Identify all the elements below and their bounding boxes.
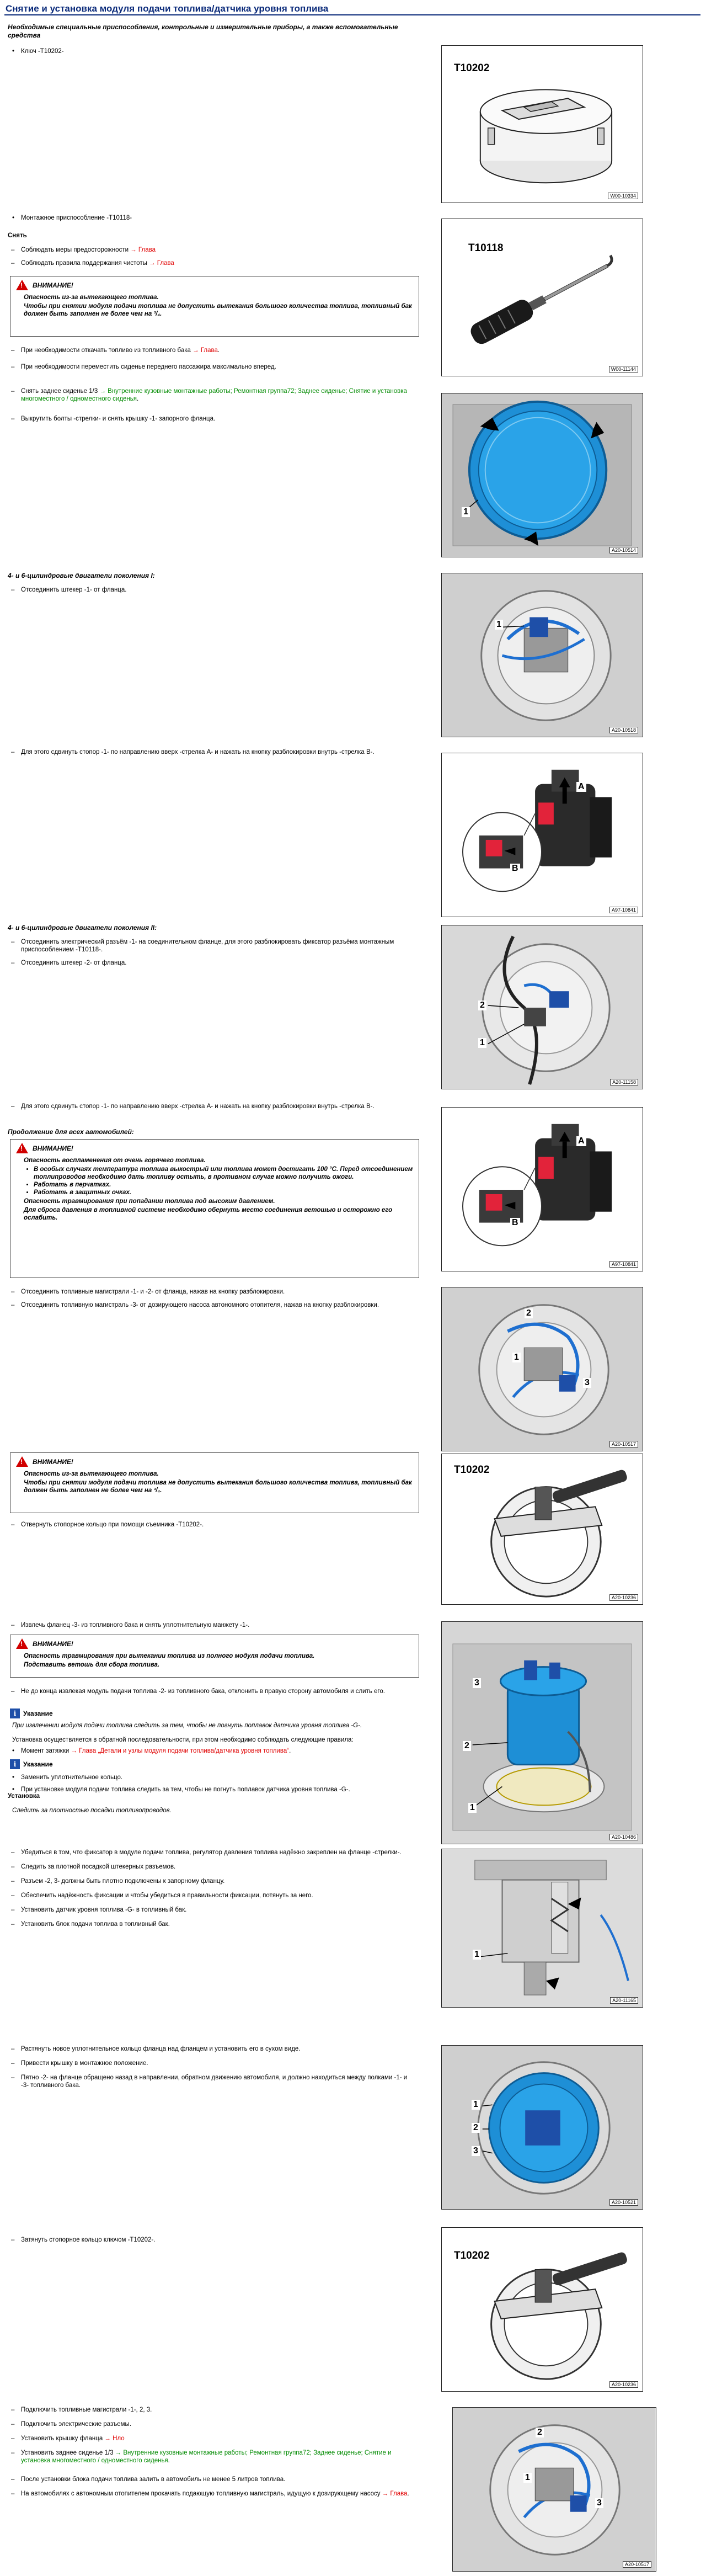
info-icon: i (10, 1759, 20, 1769)
link-components[interactable]: → Глава „Детали и узлы модуля подачи топлива/датчика уровня топлива“ (71, 1748, 290, 1754)
warning-title: ВНИМАНИЕ! (33, 1144, 73, 1152)
torque-bullet: • Момент затяжки → Глава „Детали и узлы модуля подачи топлива/датчика уровня топлива“. (8, 1747, 416, 1755)
warning-bullet: • Работать в защитных очках. (34, 1189, 413, 1196)
callout-2: 2 (536, 2428, 544, 2437)
gen1-heading: 4- и 6-цилиндровые двигатели поколения I: (8, 572, 155, 579)
note-bullet: • Заменить уплотнительное кольцо. (8, 1774, 416, 1781)
final-step: – Установить крышку фланца → Нло (8, 2435, 416, 2442)
unscrew-ring-illustration (442, 1454, 643, 1604)
figure-code: A20-11165 (610, 1997, 638, 2004)
figure-code: A20-10236 (609, 1594, 638, 1601)
note-header-2: i Указание (10, 1759, 53, 1769)
note-tail: Следить за плотностью посадки топливопроводов. (12, 1807, 172, 1814)
final-lines-illustration (453, 2408, 656, 2571)
warning-line: Опасность из-за вытекающего топлива. (24, 294, 159, 301)
figure-code: W00-10334 (608, 193, 638, 199)
step-remove-cover: – Выкрутить болты -стрелки- и снять крышку -1- запорного фланца. (8, 415, 416, 423)
figure-code: A20-10486 (609, 1834, 638, 1840)
figure-flange-gen2 (441, 925, 643, 1089)
install-step: – Растянуть новое уплотнительное кольцо фланца над фланцем и установить его в сухом виде. (8, 2045, 416, 2053)
step-tighten-ring: – Затянуть стопорное кольцо ключом -T10202-. (8, 2236, 416, 2244)
continuation-heading: Продолжение для всех автомобилей: (8, 1128, 134, 1136)
step-unscrew-ring: – Отвернуть стопорное кольцо при помощи съемника -T10202-. (8, 1521, 416, 1529)
connector-lock-illustration (442, 753, 643, 917)
warning-box-fuel (10, 276, 419, 337)
flange-gen2-illustration (442, 925, 643, 1089)
link-chapter[interactable]: → Глава (382, 2490, 408, 2497)
warning-icon (16, 1456, 28, 1467)
tool-item-key: • Ключ -T10202- (8, 47, 394, 55)
page-title: Снятие и установка модуля подачи топлива/датчика уровня топлива (6, 3, 329, 14)
warning-line: Опасность воспламенения от очень горячего топлива. (24, 1157, 206, 1164)
final-step: – После установки блока подачи топлива залить в автомобиль не менее 5 литров топлива. (8, 2476, 416, 2483)
warning-title: ВНИМАНИЕ! (33, 281, 73, 289)
final-step: – Подключить топливные магистрали -1-, 2, 3. (8, 2406, 416, 2414)
callout-b: B (510, 864, 520, 874)
step-disconnect-plug-2: – Отсоединить штекер -2- от фланца. (8, 959, 416, 967)
figure-final-lines (452, 2407, 656, 2572)
flange-cover-illustration (442, 393, 643, 557)
figure-unscrew-ring (441, 1454, 643, 1605)
step-disconnect-plug: – Отсоединить штекер -1- от фланца. (8, 586, 405, 594)
figure-code: A20-10236 (609, 2381, 638, 2388)
step-safety: – Соблюдать меры предосторожности → Глава (8, 246, 405, 254)
figure-code: W00-11144 (609, 366, 638, 372)
callout-a: A (576, 1136, 586, 1146)
step-move-seat: – При необходимости переместить сиденье переднего пассажира максимально вперед. (8, 363, 405, 371)
final-step: – Подключить электрические разъемы. (8, 2420, 416, 2428)
figure-code: A97-10841 (609, 907, 638, 913)
warning-icon (16, 280, 28, 290)
note-bullet: • При установке модуля подачи топлива следить за тем, чтобы не погнуть поплавок датчика уровня топлива -G-. (8, 1786, 416, 1793)
tool-label: T10118 (468, 242, 504, 254)
warning-box-full-module (10, 1635, 419, 1678)
install-step: – Пятно -2- на фланце обращено назад в направлении, обратном движению автомобиля, и должно находиться между полками -1- и -3- топливного бака. (8, 2074, 416, 2089)
step-drain: – При необходимости откачать топливо из топливного бака → Глава. (8, 347, 405, 354)
note-header: i Указание (10, 1709, 53, 1718)
check-step: – Установить датчик уровня топлива -G- в топливный бак. (8, 1906, 416, 1914)
callout-1: 1 (472, 2100, 480, 2110)
figure-fuel-lines (441, 1287, 643, 1451)
title-divider (4, 14, 700, 15)
link-chapter[interactable]: → Глава (149, 260, 174, 267)
callout-1: 1 (523, 2473, 532, 2483)
warning-line: Опасность травмирования при вытекании топлива из полного модуля подачи топлива. (24, 1653, 315, 1659)
install-reverse-text: Установка осуществляется в обратной последовательности, при этом необходимо соблюдать следующие правила: (12, 1737, 354, 1743)
warning-box-hot-fuel (10, 1139, 419, 1278)
tools-heading: Необходимые специальные приспособления, контрольные и измерительные приборы, а также вспомогательные средства (8, 23, 398, 39)
callout-3: 3 (583, 1378, 591, 1388)
step-remove-flange: – Извлечь фланец -3- из топливного бака и снять уплотнительную манжету -1-. (8, 1621, 416, 1629)
tool-label: T10202 (454, 62, 490, 74)
callout-a: A (576, 782, 586, 792)
warning-bullet: • Работать в перчатках. (34, 1181, 413, 1189)
callout-2: 2 (472, 2123, 480, 2133)
fuel-lines-illustration (442, 1287, 643, 1451)
link-body-work[interactable]: → Внутренние кузовные монтажные работы; Ремонтная группа72; Заднее сиденье; Снятие и установка многоместного / одноместного сиденья (21, 2450, 392, 2464)
tool-item-installer: • Монтажное приспособление -T10118- (8, 214, 394, 222)
warning-icon (16, 1143, 28, 1153)
warning-line: Для сброса давления в топливной системе необходимо обернуть место соединения ветошью и осторожно его ослабить. (24, 1207, 393, 1221)
check-step: – Разъем -2, 3- должны быть плотно подключены к запорному фланцу. (8, 1877, 416, 1885)
callout-1: 1 (512, 1353, 521, 1362)
connector-lock-illustration (442, 1108, 643, 1271)
figure-connector-lock (441, 753, 643, 917)
figure-code: A20-10521 (609, 2199, 638, 2206)
figure-pressure-regulator (441, 1849, 643, 2008)
figure-code: A20-10517 (609, 1441, 638, 1447)
figure-connector-lock-2 (441, 1107, 643, 1271)
warning-box-fuel-2 (10, 1452, 419, 1513)
figure-flange-alignment (441, 2045, 643, 2210)
warning-line: Опасность травмирования при попадании топлива под высоким давлением. (24, 1198, 275, 1205)
callout-1: 1 (473, 1950, 481, 1960)
warning-bullet: • В особых случаях температура топлива выкострый или топлива может достигать 100 °C. Перед отсоединением топлипроводов необходимо дать топливу остыть, в противном случае можно получить ожоги. (34, 1165, 413, 1181)
warning-line: Подставить ветошь для сбора топлива. (24, 1662, 160, 1668)
remove-heading: Снять (8, 232, 27, 239)
step-disconnect-fuel-lines: – Отсоединить топливные магистрали -1- и -2- от фланца, нажав на кнопку разблокировки. (8, 1288, 416, 1296)
link-nlo[interactable]: → Нло (104, 2435, 125, 2442)
check-step: – Следить за плотной посадкой штекерных разъемов. (8, 1863, 416, 1871)
figure-flange-cover (441, 393, 643, 557)
callout-b: B (510, 1218, 520, 1228)
warning-icon (16, 1638, 28, 1649)
final-step: – На автомобилях с автономным отопителем прокачать подающую топливную магистраль, идущую к дозирующему насосу → Глава. (8, 2490, 416, 2498)
step-remove-rear-seat: – Снять заднее сиденье 1/3 → Внутренние кузовные монтажные работы; Ремонтная группа72; Заднее сиденье; Снятие и установка многоместного / одноместного сиденья. (8, 387, 416, 403)
install-step: – Привести крышку в монтажное положение. (8, 2059, 416, 2067)
final-step: – Установить заднее сиденье 1/3 → Внутренние кузовные монтажные работы; Ремонтная группа72; Заднее сиденье; Снятие и установка многоместного / одноместного сиденья. (8, 2449, 416, 2465)
figure-tighten-ring (441, 2227, 643, 2392)
figure-code: A20-10518 (609, 727, 638, 733)
step-release-lock-2: – Для этого сдвинуть стопор -1- по направлению вверх -стрелка A- и нажать на кнопку разблокировки внутрь -стрелка B-. (8, 1103, 416, 1110)
step-release-lock: – Для этого сдвинуть стопор -1- по направлению вверх -стрелка A- и нажать на кнопку разблокировки внутрь -стрелка B-. (8, 748, 416, 756)
callout-2: 2 (463, 1741, 471, 1751)
figure-key-t10202 (441, 45, 643, 203)
flange-plug-illustration (442, 573, 643, 737)
note-text: При извлечении модуля подачи топлива следить за тем, чтобы не погнуть поплавок датчика уровня топлива -G-. (12, 1722, 362, 1729)
callout-1: 1 (478, 1038, 486, 1048)
warning-title: ВНИМАНИЕ! (33, 1640, 73, 1648)
figure-flange-plug (441, 573, 643, 737)
figure-code: A20-10517 (623, 2561, 651, 2568)
callout-3: 3 (472, 2146, 480, 2156)
link-body-work[interactable]: → Внутренние кузовные монтажные работы; Ремонтная группа72; Заднее сиденье; Снятие и установка многоместного / одноместного сиденья (21, 388, 407, 402)
link-chapter[interactable]: → Глава (192, 347, 218, 354)
check-step: – Убедиться в том, что фиксатор в модуле подачи топлива, регулятор давления топлива надёжно закреплен на фланце -стрелки-. (8, 1849, 416, 1856)
info-icon: i (10, 1709, 20, 1718)
step-disconnect-heater-line: – Отсоединить топливную магистраль -3- от дозирующего насоса автономного отопителя, нажав на кнопку разблокировки. (8, 1301, 416, 1309)
callout-1: 1 (495, 620, 503, 630)
link-chapter[interactable]: → Глава (130, 247, 156, 253)
install-heading: Установка (8, 1793, 40, 1800)
callout-2: 2 (525, 1308, 533, 1318)
tool-label: T10202 (454, 2250, 490, 2261)
figure-code: A97-10841 (609, 1261, 638, 1268)
figure-code: A20-10514 (609, 547, 638, 553)
step-cleanliness: – Соблюдать правила поддержания чистоты → Глава (8, 259, 405, 267)
warning-line: Чтобы при снятии модуля подачи топлива не допустить вытекания большого количества топлива, топливный бак должен быть заполнен не более чем на ³/₄. (24, 303, 412, 317)
check-step: – Установить блок подачи топлива в топливный бак. (8, 1920, 416, 1928)
callout-1: 1 (462, 507, 470, 517)
step-tilt-module: – Не до конца извлекая модуль подачи топлива -2- из топливного бака, отклонить в правую сторону автомобиля и слить его. (8, 1688, 416, 1695)
figure-code: A20-11158 (610, 1079, 638, 1085)
gen2-heading: 4- и 6-цилиндровые двигатели поколения II: (8, 924, 157, 932)
warning-line: Чтобы при снятии модуля подачи топлива не допустить вытекания большого количества топлива, топливный бак должен быть заполнен не более чем на ³/₄. (24, 1479, 412, 1494)
callout-3: 3 (595, 2498, 603, 2508)
step-disconnect-connector: – Отсоединить электрический разъём -1- на соединительном фланце, для этого разблокировать фиксатор разъёма монтажным приспособлением -T10118-. (8, 938, 416, 954)
callout-1: 1 (468, 1803, 477, 1813)
callout-2: 2 (478, 1000, 486, 1010)
tool-label: T10202 (454, 1464, 490, 1476)
pressure-regulator-illustration (442, 1849, 643, 2007)
figure-tool-t10118 (441, 219, 643, 376)
check-step: – Обеспечить надёжность фиксации и чтобы убедиться в правильности фиксации, потянуть за него. (8, 1892, 416, 1899)
callout-3: 3 (473, 1678, 481, 1688)
figure-module-removal (441, 1621, 643, 1844)
warning-title: ВНИМАНИЕ! (33, 1457, 73, 1466)
warning-line: Опасность из-за вытекающего топлива. (24, 1471, 159, 1477)
